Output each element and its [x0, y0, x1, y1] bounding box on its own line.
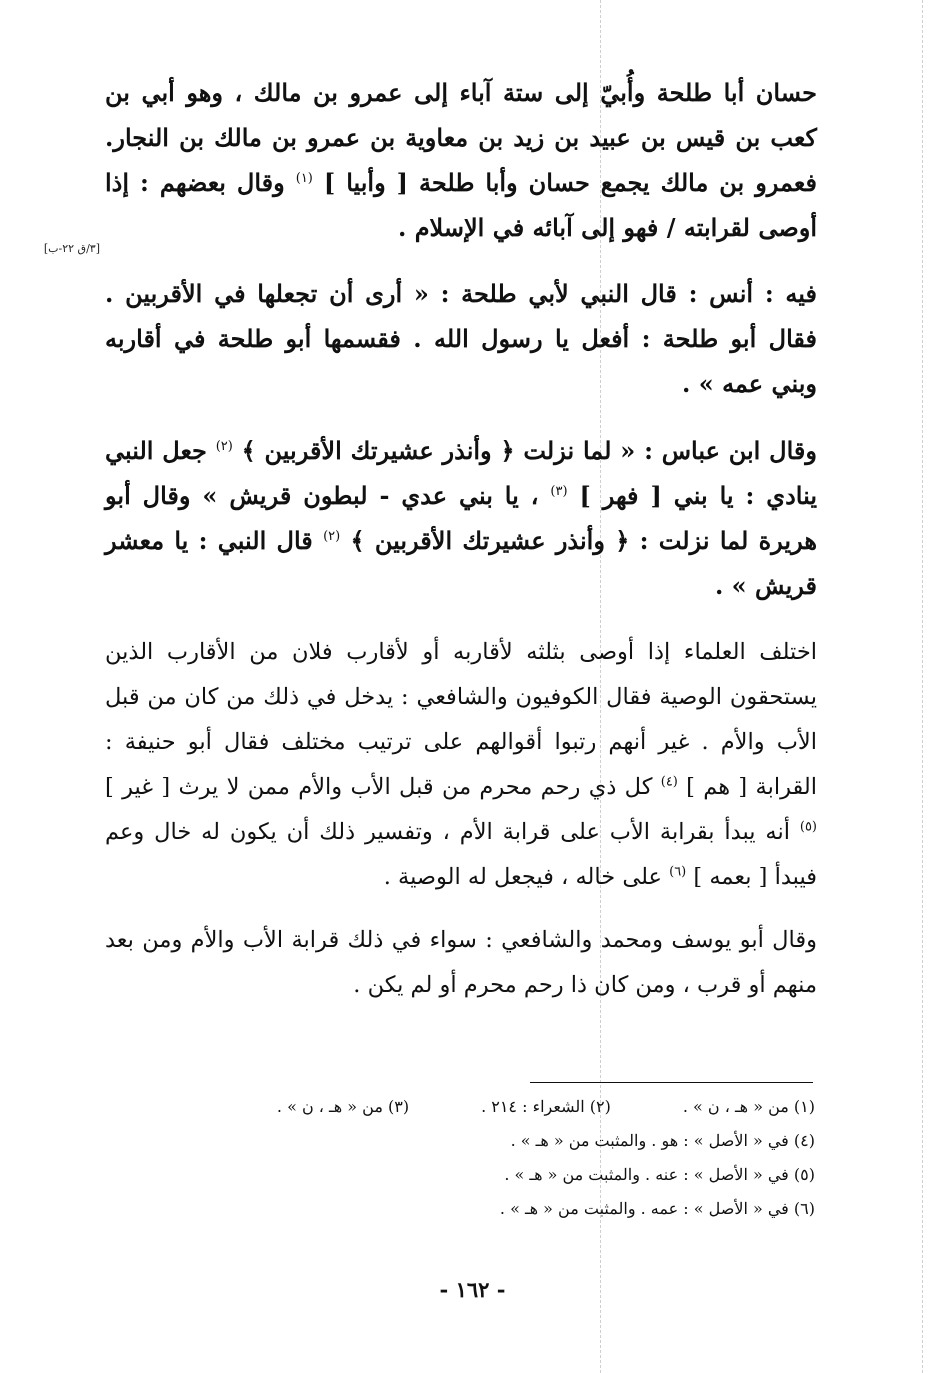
text-run: على خاله ، فيجعل له الوصية . [383, 864, 670, 890]
footnote-reference: (٢) [323, 529, 341, 544]
main-text [105, 70, 817, 1008]
footnote-6: (٦) في « الأصل » : عمه . والمثبت من « هـ » . [499, 1199, 815, 1218]
text-run: ، يا بني عدي - لبطون قريش » وقال أبو هريرة لما نزلت : ﴿ وأنذر عشيرتك الأقربين ﴾ [105, 481, 818, 555]
text-run: أنه يبدأ بقرابة الأب على قرابة الأم ، وتفسير ذلك أن يكون له خال وعم فيبدأ [ بعمه ] [105, 819, 817, 890]
scan-fold-line [922, 0, 923, 1373]
text-run: جعل النبي ينادي : يا بني [ فهر ] [105, 436, 817, 510]
text-run: وقال أبو يوسف ومحمد والشافعي : سواء في ذلك قرابة الأب والأم ومن بعد منهم أو قرب ، ومن كان ذا رحم محرم أو لم يكن . [105, 927, 817, 998]
footnote-reference: (٦) [669, 864, 687, 880]
footnote-separator [530, 1082, 813, 1083]
page-number: - ١٦٢ - [439, 1277, 506, 1302]
footnote-row-1 [160, 1090, 815, 1124]
paragraph-3 [105, 428, 817, 608]
text-run: حسان أبا طلحة وأُبيّ إلى ستة آباء إلى عمرو بن مالك ، وهو أبي بن كعب بن قيس بن عبيد بن زيد بن معاوية بن عمرو بن مالك بن النجار. فعمرو بن مالك يجمع حسان وأبا طلحة [ وأبيا ] [105, 78, 817, 197]
text-run: اختلف العلماء إذا أوصى بثلثه لأقاربه أو لأقارب فلان من الأقارب الذين يستحقون الوصية فقال الكوفيون والشافعي : يدخل في ذلك من كان من قبل الأب والأم . غير أنهم رتبوا أقوالهم على ترتيب مختلف فقال أبو حنيفة : القرابة [ هم ] [105, 639, 817, 800]
text-run: وقال بعضهم : إذا أوصى لقرابته / فهو إلى آبائه في الإسلام . [105, 168, 817, 242]
paragraph-1 [105, 70, 817, 250]
paragraph-5 [105, 918, 817, 1008]
footnote-3: (٣) من « هـ ، ن » . [276, 1097, 410, 1116]
footnote-2: (٢) الشعراء : ٢١٤ . [481, 1097, 611, 1116]
footnote-5: (٥) في « الأصل » : عنه . والمثبت من « هـ » . [504, 1165, 815, 1184]
text-run: فيه : أنس : قال النبي لأبي طلحة : « أرى أن تجعلها في الأقربين . فقال أبو طلحة : أفعل يا رسول الله . فقسمها أبو طلحة في أقاربه وبني عمه » . [105, 279, 818, 398]
footnote-1: (١) من « هـ ، ن » . [682, 1097, 815, 1116]
text-run: قال النبي : يا معشر قريش » . [105, 526, 817, 600]
footnote-reference: (١) [295, 171, 313, 186]
footnote-4: (٤) في « الأصل » : هو . والمثبت من « هـ » . [510, 1131, 815, 1150]
footnote-reference: (٤) [660, 774, 678, 790]
manuscript-folio-note: [٣/ق ٢٢-ب] [43, 242, 100, 255]
text-run: كل ذي رحم محرم من قبل الأب والأم ممن لا يرث [ غير ] [105, 774, 661, 800]
text-run: وقال ابن عباس : « لما نزلت ﴿ وأنذر عشيرتك الأقربين ﴾ [232, 436, 817, 465]
footnote-reference: (٥) [799, 819, 817, 835]
footnote-reference: (٢) [215, 439, 233, 454]
paragraph-4 [105, 630, 817, 900]
footnote-reference: (٣) [550, 484, 568, 499]
paragraph-2 [105, 271, 817, 406]
footnotes [160, 1090, 815, 1226]
